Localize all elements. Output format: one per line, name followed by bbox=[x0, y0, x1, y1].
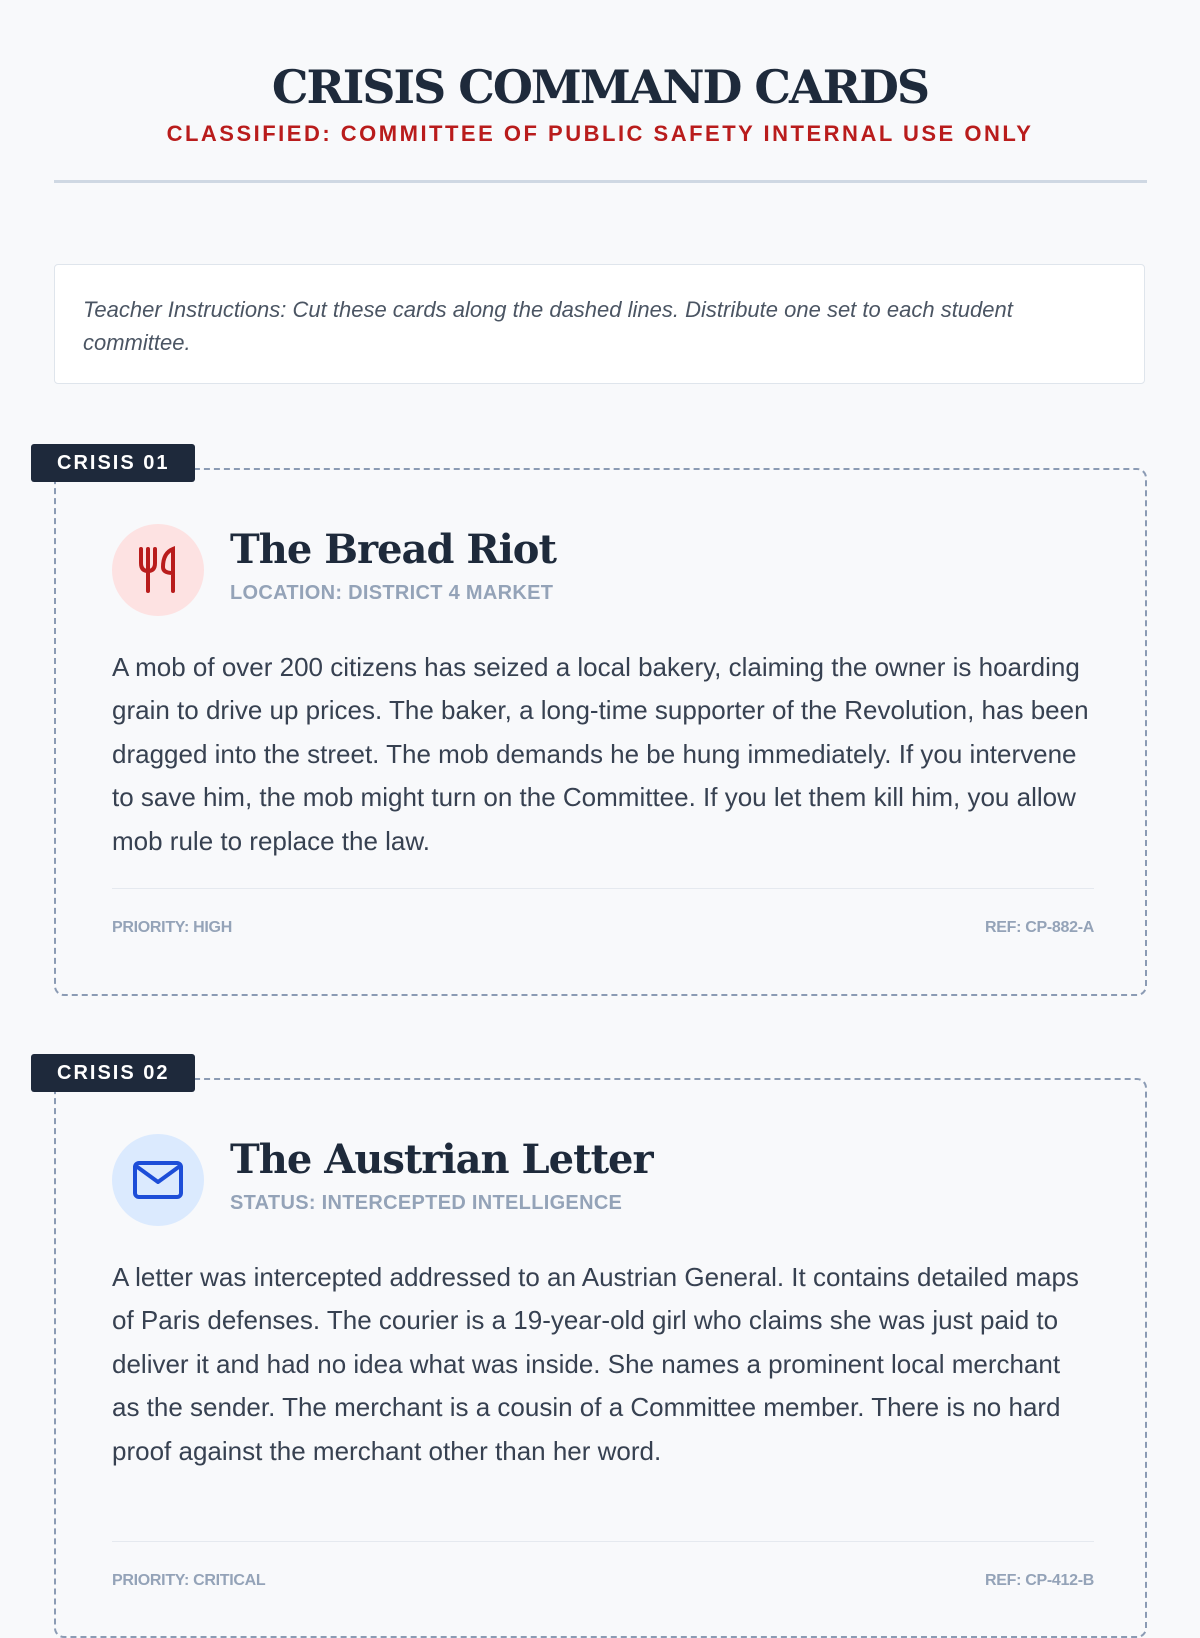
classification-subtitle: CLASSIFIED: COMMITTEE OF PUBLIC SAFETY INTERNAL USE ONLY bbox=[166, 121, 1034, 146]
page-title: CRISIS COMMAND CARDS bbox=[271, 60, 929, 114]
crisis-tag: CRISIS 02 bbox=[31, 1054, 195, 1092]
card-icon-badge bbox=[112, 1134, 204, 1226]
card-title: The Austrian Letter bbox=[230, 1136, 653, 1183]
card-subtitle: LOCATION: DISTRICT 4 MARKET bbox=[230, 582, 554, 604]
card-body: A mob of over 200 citizens has seized a local bakery, claiming the owner is hoarding grain to drive up prices. The baker, a long-time supporter of the Revolution, has been dragged into the street. The mob demands he be hung immediately. If you intervene to save him, the mob might turn on the Committee. If you let them kill him, you allow mob rule to replace the law. bbox=[112, 652, 1089, 856]
card-body: A letter was intercepted addressed to an Austrian General. It contains detailed maps of Paris defenses. The courier is a 19-year-old girl who claims she was just paid to deliver it and had no idea what was inside. She names a prominent local merchant as the sender. The merchant is a cousin of a Committee member. There is no hard proof against the merchant other than her word. bbox=[112, 1262, 1079, 1466]
card-icon-badge bbox=[112, 524, 204, 616]
card-priority: PRIORITY: HIGH bbox=[112, 919, 232, 936]
card-ref: REF: CP-412-B bbox=[984, 1572, 1094, 1589]
envelope-icon bbox=[132, 1160, 184, 1200]
teacher-instructions: Teacher Instructions: Cut these cards along the dashed lines. Distribute one set to each student committee. bbox=[54, 264, 1145, 384]
page-header bbox=[0, 0, 1200, 148]
card-header bbox=[112, 1134, 1092, 1230]
header-divider bbox=[54, 180, 1147, 183]
card-header bbox=[112, 524, 1092, 620]
card-footer bbox=[112, 1541, 1094, 1590]
card-priority: PRIORITY: CRITICAL bbox=[112, 1572, 266, 1589]
card-footer bbox=[112, 888, 1094, 937]
crisis-card bbox=[54, 1078, 1147, 1638]
card-title: The Bread Riot bbox=[230, 526, 556, 573]
card-subtitle: STATUS: INTERCEPTED INTELLIGENCE bbox=[230, 1192, 623, 1214]
crisis-card bbox=[54, 468, 1147, 996]
crisis-tag: CRISIS 01 bbox=[31, 444, 195, 482]
fork-knife-icon bbox=[135, 545, 181, 595]
card-ref: REF: CP-882-A bbox=[984, 919, 1094, 936]
